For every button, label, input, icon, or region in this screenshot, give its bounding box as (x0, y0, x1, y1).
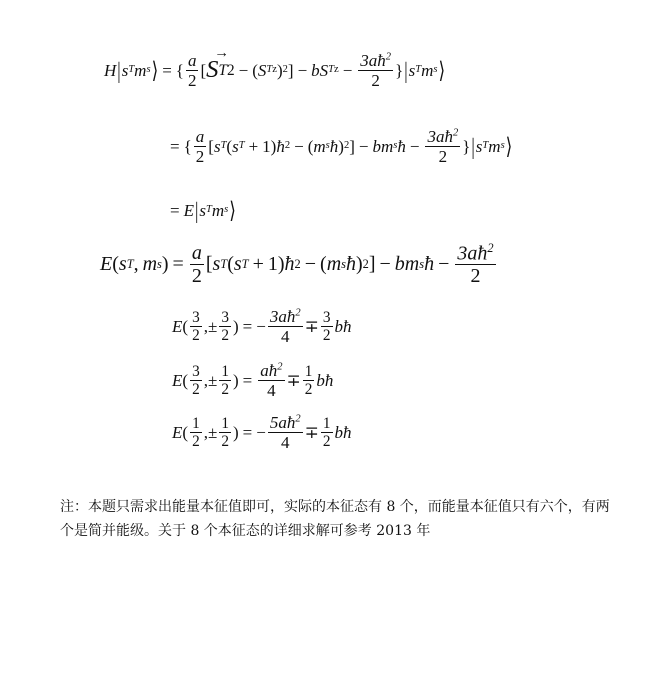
footnote-text: 注：本题只需求出能量本征值即可，实际的本征态有 8 个，而能量本征值只有六个，有两个是简并能级。关于 8 个本征态的详细求解可参考 2013 年 (60, 499, 610, 539)
equation-energy-level-1: E ( $\frac{3}{2}$ ,± $\frac{3}{2}$ ) = − $\frac{3aħ^2}{4}$ ∓ $\frac{3}{2}$ b ħ (172, 307, 352, 346)
equation-energy-level-2: E ( $\frac{3}{2}$ ,± $\frac{1}{2}$ ) = $\frac{aħ^2}{4}$ ∓ $\frac{1}{2}$ b ħ (172, 361, 334, 400)
equation-energy-level-3: E ( $\frac{1}{2}$ ,± $\frac{1}{2}$ ) = − $\frac{5aħ^2}{4}$ ∓ $\frac{1}{2}$ b ħ (172, 413, 352, 452)
equation-hamiltonian-operator: H | s T m s ⟩ = { $\frac{a}{2}$ [ S → T 2 − ( S T z ) 2 ] − b S T z − $\frac{3aħ^2}{2}$ } | s T m s ⟩ (104, 44, 446, 90)
equation-expanded-eigenvalue: = { $\frac{a}{2}$ [ s T ( s T + 1 ) ħ 2 − ( m s ħ ) 2 ] − b m s ħ − $\frac{3aħ^2}{2}$ } | s T m s ⟩ (170, 127, 513, 166)
equation-energy-general: E ( s T , m s ) = $\frac{a}{2}$ [ s T ( s T + 1 ) ħ 2 − ( m s ħ ) 2 ] − b m s ħ − $\frac{3aħ^2}{2}$ (100, 241, 494, 288)
equation-eigenvalue-form: = E | s T m s ⟩ (170, 197, 236, 224)
